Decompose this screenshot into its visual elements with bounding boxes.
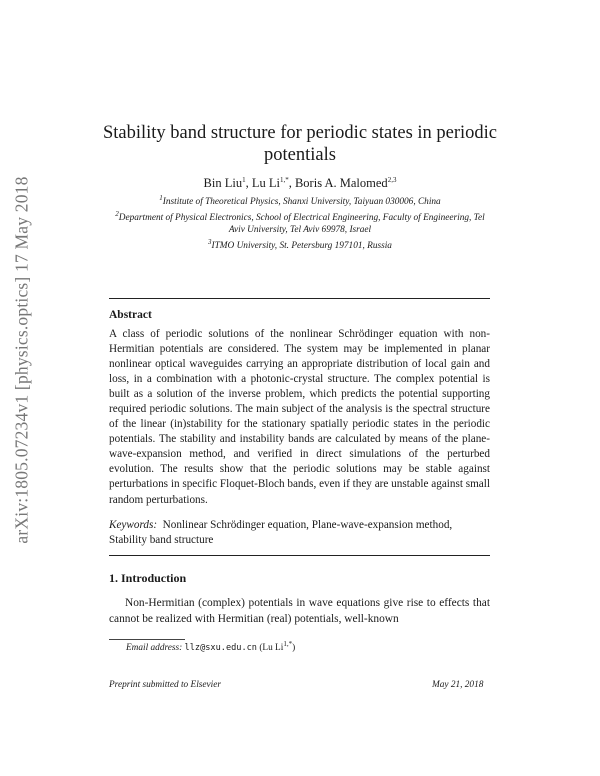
footnote-rule: [109, 639, 185, 640]
footer-date: May 21, 2018: [432, 680, 484, 690]
abstract-bottom-rule: [109, 555, 490, 556]
abstract-heading: Abstract: [109, 309, 152, 321]
author-name: Boris A. Malomed: [294, 176, 388, 190]
author-name: Bin Liu: [203, 176, 243, 190]
author-affil-mark: 1: [242, 175, 246, 184]
affiliation-mark: 3: [208, 237, 212, 246]
footnote-mark: 1,*: [283, 639, 293, 648]
affiliation: [100, 237, 500, 252]
abstract-body: A class of periodic solutions of the nonlinear Schrödinger equation with non-Hermitian potentials are considered. The system may be implemented in planar nonlinear optical waveguides carrying an appropriate distribution of local gain and loss, in a combination with a photonic-crystal structure. The complex potential is built as a solution of the inverse problem, which predicts the potential supporting required periodic solutions. The main subject of the analysis is the spectral structure of the linear (in)stability for the stationary spatially periodic states in the periodic potentials. The stability and instability bands are calculated by means of the plane-wave-expansion method, and verified in direct simulations of the perturbed evolution. The results show that the periodic solutions may be stable against perturbations in specific Floquet-Bloch bands, even if they are unstable against small random perturbations.: [109, 328, 490, 506]
paper-title: Stability band structure for periodic states in periodic potentials: [102, 123, 498, 165]
footnote: [126, 639, 296, 653]
footer-preprint-note: Preprint submitted to Elsevier: [109, 680, 221, 690]
section-heading: 1. Introduction: [109, 571, 187, 585]
affiliation-text: Department of Physical Electronics, School of Electrical Engineering, Faculty of Engineering, Tel Aviv University, Tel Aviv 69978, Israel: [118, 213, 485, 235]
affiliation: [100, 193, 500, 208]
footnote-close: ): [292, 643, 296, 653]
author-affil-mark: 1,*: [279, 175, 289, 184]
keywords: [109, 518, 490, 548]
affiliation-mark: 1: [159, 193, 163, 202]
keywords-text: Nonlinear Schrödinger equation, Plane-wave-expansion method, Stability band structure: [109, 519, 453, 546]
affiliation-mark: 2: [115, 209, 119, 218]
intro-paragraph: Non-Hermitian (complex) potentials in wave equations give rise to effects that cannot be realized with Hermitian (real) potentials, well-known: [109, 597, 490, 625]
author-name: Lu Li: [251, 176, 280, 190]
email-link[interactable]: llz@sxu.edu.cn: [184, 643, 257, 653]
affiliation-text: ITMO University, St. Petersburg 197101, Russia: [211, 241, 392, 251]
affiliation: [110, 209, 490, 236]
affiliation-text: Institute of Theoretical Physics, Shanxi University, Taiyuan 030006, China: [162, 197, 441, 207]
author-list: Bin Liu$^1$, Lu $Li^{1,*}$, Boris A. Malomed$^{2,3}$: [203, 175, 397, 190]
arxiv-identifier-margin: [2, 150, 42, 570]
footnote-label: Email address:: [126, 643, 183, 653]
footnote-author: (Lu Li: [259, 643, 284, 653]
abstract-top-rule: [109, 298, 490, 299]
arxiv-identifier: arXiv:1805.07234v1 [physics.optics] 17 May 2018: [11, 176, 32, 544]
keywords-label: Keywords:: [109, 519, 158, 531]
author-affil-mark: 2,3: [387, 175, 397, 184]
